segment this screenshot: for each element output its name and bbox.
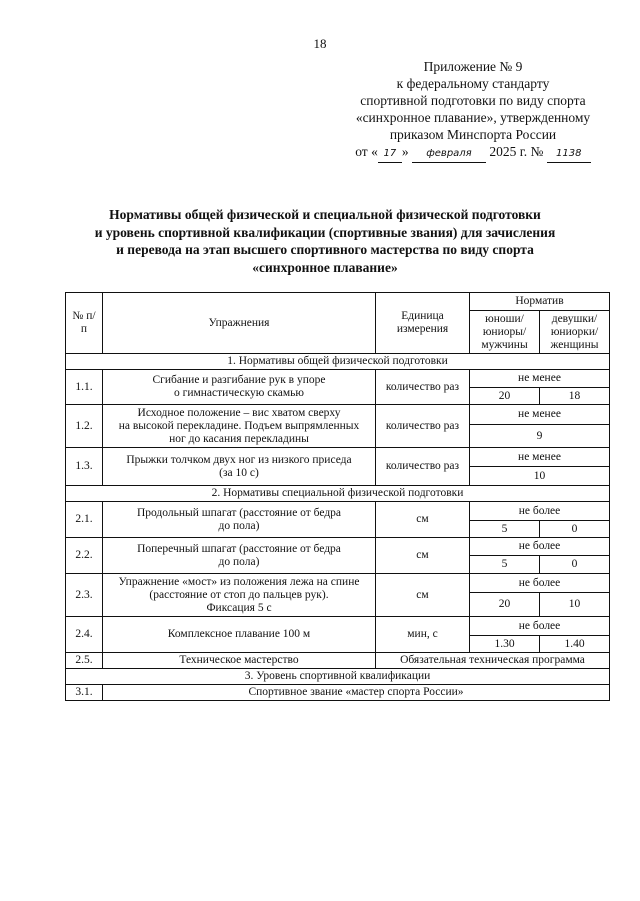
appendix-block [330,58,616,163]
row-value-male: 20 [470,593,540,617]
order-number: 1138 [547,145,591,163]
row-num: 1.1. [66,370,103,405]
document-title: Нормативы общей физической и специальной физической подготовки и уровень спортивной квалификации (спортивные звания) для зачисления и перевода на этап высшего спортивного мастерства по виду спорта «синхронное плавание» [94,207,556,275]
row-value: 9 [470,425,610,448]
row-num: 2.1. [66,502,103,538]
row-value-male: 1.30 [470,636,540,653]
row-num: 3.1. [66,685,103,701]
appendix-line: спортивной подготовки по виду спорта [360,93,586,108]
row-exercise: Спортивное звание «мастер спорта России» [103,685,610,701]
row-unit: см [376,538,470,574]
norms-table [65,292,610,701]
row-exercise: Техническое мастерство [103,653,376,669]
section-title: 1. Нормативы общей физической подготовки [66,354,610,370]
row-exercise: Поперечный шпагат (расстояние от бедра до пола) [103,538,376,574]
row-value-female: 18 [540,388,610,405]
row-num: 1.2. [66,405,103,448]
appendix-line: Приложение № 9 [423,59,523,74]
row-num: 2.2. [66,538,103,574]
row-value-female: 1.40 [540,636,610,653]
row-num: 2.3. [66,574,103,617]
row-num: 1.3. [66,448,103,486]
row-qualifier: не более [470,502,610,521]
row-num: 2.4. [66,617,103,653]
appendix-line: к федеральному стандарту [396,76,550,91]
row-unit: количество раз [376,405,470,448]
row-value: Обязательная техническая программа [376,653,610,669]
row-exercise: Комплексное плавание 100 м [103,617,376,653]
row-value-female: 0 [540,556,610,574]
row-exercise: Исходное положение – вис хватом сверху на высокой перекладине. Подъем выпрямленных ног до касания перекладины [103,405,376,448]
appendix-line: приказом Минспорта России [389,127,557,142]
date-day: 17 [378,145,402,163]
row-qualifier: не более [470,617,610,636]
row-qualifier: не более [470,574,610,593]
row-value-male: 5 [470,556,540,574]
row-unit: см [376,502,470,538]
row-qualifier: не менее [470,370,610,388]
date-month: февраля [412,145,486,163]
row-value-female: 0 [540,521,610,538]
appendix-line: «синхронное плавание», утвержденному [355,110,591,125]
appendix-date-line: от « 17 » февраля 2025 г. № 1138 [330,143,616,163]
row-exercise: Прыжки толчком двух ног из низкого приседа (за 10 с) [103,448,376,486]
row-qualifier: не менее [470,448,610,467]
header-norm: Норматив [470,293,610,311]
header-exercise: Упражнения [103,293,376,354]
section-title: 3. Уровень спортивной квалификации [66,669,610,685]
row-exercise: Упражнение «мост» из положения лежа на спине (расстояние от стоп до пальцев рук). Фиксация 5 с [103,574,376,617]
header-female: девушки/ юниорки/ женщины [540,311,610,354]
header-male: юноши/ юниоры/ мужчины [470,311,540,354]
row-unit: см [376,574,470,617]
row-unit: количество раз [376,370,470,405]
row-qualifier: не более [470,538,610,556]
row-value-male: 5 [470,521,540,538]
page-number: 18 [313,36,327,51]
header-num: № п/п [66,293,103,354]
row-qualifier: не менее [470,405,610,425]
header-unit: Единица измерения [376,293,470,354]
row-value: 10 [470,467,610,486]
section-title: 2. Нормативы специальной физической подготовки [66,486,610,502]
row-value-male: 20 [470,388,540,405]
row-exercise: Сгибание и разгибание рук в упоре о гимнастическую скамью [103,370,376,405]
row-exercise: Продольный шпагат (расстояние от бедра до пола) [103,502,376,538]
row-value-female: 10 [540,593,610,617]
row-unit: мин, с [376,617,470,653]
row-num: 2.5. [66,653,103,669]
row-unit: количество раз [376,448,470,486]
